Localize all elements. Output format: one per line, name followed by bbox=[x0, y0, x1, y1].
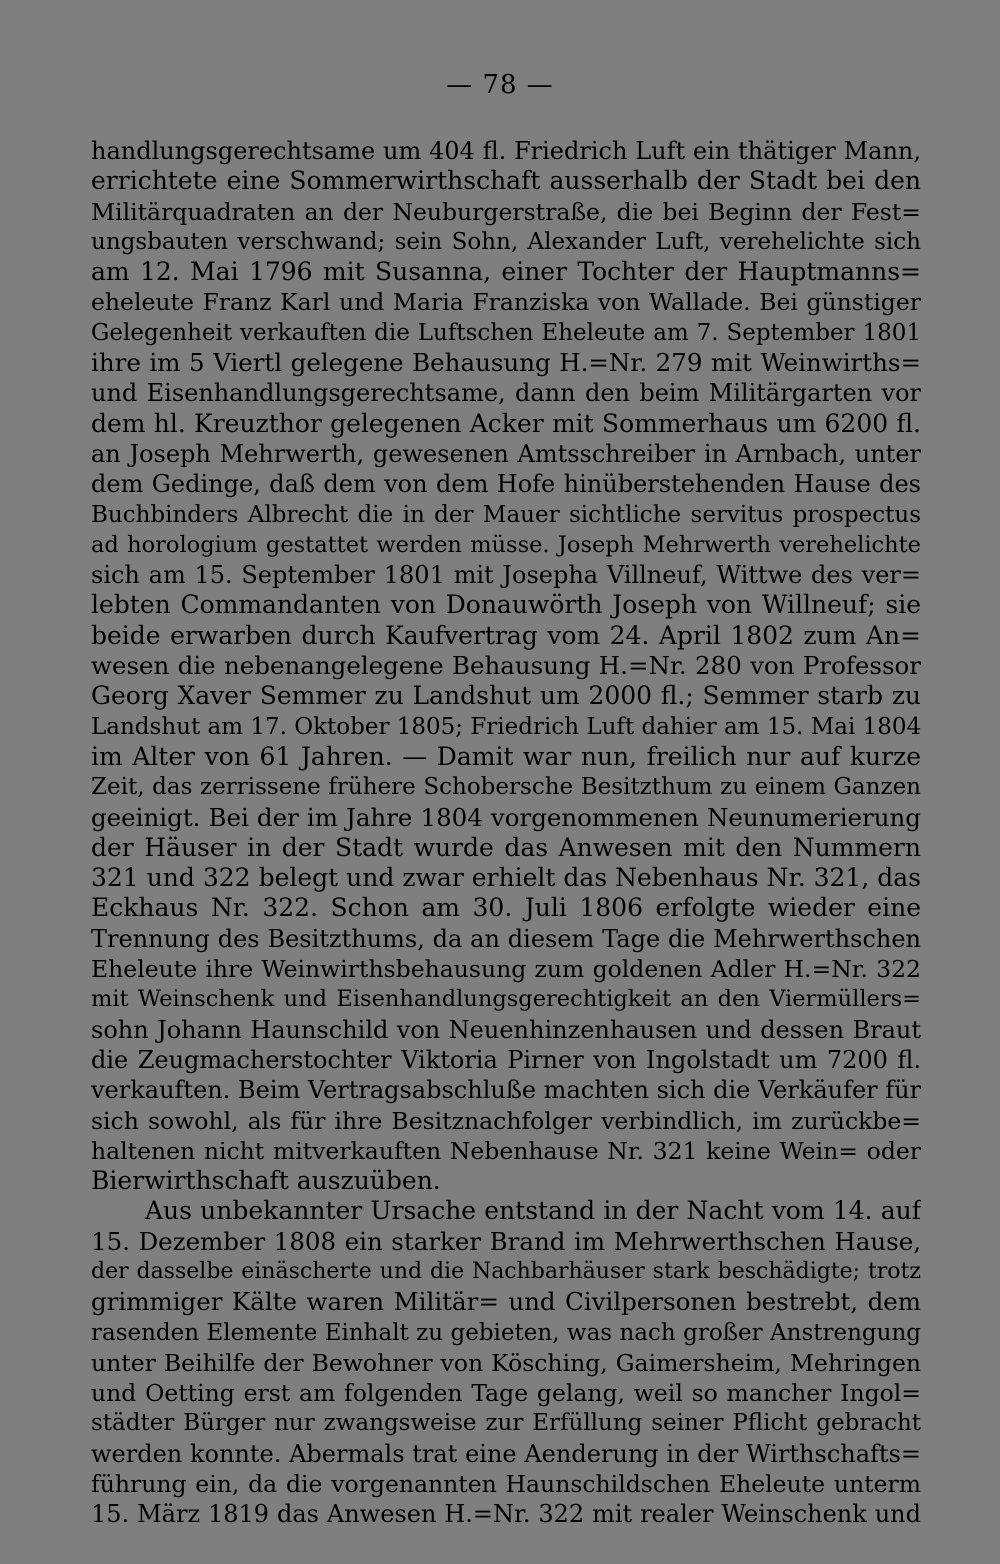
text-line: errichtete eine Sommerwirthschaft ausserhalb der Stadt bei den bbox=[91, 166, 921, 196]
text-line: beide erwarben durch Kaufvertrag vom 24. April 1802 zum An= bbox=[91, 620, 921, 650]
text-line: dem hl. Kreuzthor gelegenen Acker mit Sommerhaus um 6200 fl. bbox=[91, 408, 921, 438]
paragraph bbox=[91, 136, 921, 1196]
text-line: Bierwirthschaft auszuüben. bbox=[91, 1166, 441, 1196]
text-line: die Zeugmacherstochter Viktoria Pirner von Ingolstadt um 7200 fl. bbox=[91, 1045, 921, 1074]
text-line: ihre im 5 Viertl gelegene Behausung H.=Nr. 279 mit Weinwirths= bbox=[91, 348, 921, 378]
text-line: Georg Xaver Semmer zu Landshut um 2000 fl.; Semmer starb zu bbox=[91, 681, 921, 711]
text-line: der Häuser in der Stadt wurde das Anwesen mit den Nummern bbox=[91, 832, 921, 862]
text-line: geeinigt. Bei der im Jahre 1804 vorgenommenen Neunumerierung bbox=[91, 802, 921, 832]
text-line: unter Beihilfe der Bewohner von Kösching, Gaimersheim, Mehringen bbox=[91, 1348, 921, 1377]
text-line: führung ein, da die vorgenannten Haunschildschen Eheleute unterm bbox=[91, 1470, 921, 1499]
text-line: mit Weinschenk und Eisenhandlungsgerechtigkeit an den Viermüllers= bbox=[91, 986, 921, 1013]
paragraph bbox=[91, 1196, 921, 1529]
text-line: rasenden Elemente Einhalt zu gebieten, was nach großer Anstrengung bbox=[91, 1319, 921, 1346]
text-line: handlungsgerechtsame um 404 fl. Friedrich Luft ein thätiger Mann, bbox=[91, 137, 921, 165]
text-line: eheleute Franz Karl und Maria Franziska von Wallade. Bei günstiger bbox=[91, 288, 921, 317]
text-line: verkauften. Beim Vertragsabschluße machten sich die Verkäufer für bbox=[91, 1076, 921, 1105]
text-line: lebten Commandanten von Donauwörth Joseph von Willneuf; sie bbox=[91, 590, 921, 620]
text-line: ungsbauten verschwand; sein Sohn, Alexander Luft, verehelichte sich bbox=[91, 228, 921, 255]
text-line: am 12. Mai 1796 mit Susanna, einer Tochter der Hauptmanns= bbox=[91, 257, 921, 287]
text-line: Buchbinders Albrecht die in der Mauer sichtliche servitus prospectus bbox=[91, 501, 921, 528]
text-line: wesen die nebenangelegene Behausung H.=Nr. 280 von Professor bbox=[91, 651, 921, 681]
text-line: sich am 15. September 1801 mit Josepha Villneuf, Wittwe des ver= bbox=[91, 561, 921, 590]
text-line: Eckhaus Nr. 322. Schon am 30. Juli 1806 erfolgte wieder eine bbox=[91, 893, 921, 923]
text-line: Militärquadraten an der Neuburgerstraße, die bei Beginn der Fest= bbox=[91, 197, 921, 226]
body-text bbox=[91, 136, 921, 1530]
text-line: sohn Johann Haunschild von Neuenhinzenhausen und dessen Braut bbox=[91, 1015, 921, 1044]
text-line: haltenen nicht mitverkauften Nebenhause Nr. 321 keine Wein= oder bbox=[91, 1136, 921, 1165]
text-line: sich sowohl, als für ihre Besitznachfolger verbindlich, im zurückbe= bbox=[91, 1106, 921, 1135]
text-line: der dasselbe einäscherte und die Nachbarhäuser stark beschädigte; trotz bbox=[91, 1258, 921, 1284]
text-line: grimmiger Kälte waren Militär= und Civilpersonen bestrebt, dem bbox=[91, 1287, 921, 1317]
text-line: 15. März 1819 das Anwesen H.=Nr. 322 mit realer Weinschenk und bbox=[91, 1500, 921, 1529]
text-line: Trennung des Besitzthums, da an diesem Tage die Mehrwerthschen bbox=[91, 924, 921, 953]
text-line: und Oetting erst am folgenden Tage gelang, weil so mancher Ingol= bbox=[91, 1379, 921, 1408]
text-line: werden konnte. Abermals trat eine Aenderung in der Wirthschafts= bbox=[91, 1439, 921, 1468]
text-line: Eheleute ihre Weinwirthsbehausung zum goldenen Adler H.=Nr. 322 bbox=[91, 955, 921, 984]
text-line: 15. Dezember 1808 ein starker Brand im Mehrwerthschen Hause, bbox=[91, 1226, 921, 1256]
text-line: ad horologium gestattet werden müsse. Joseph Mehrwerth verehelichte bbox=[91, 531, 921, 558]
text-line: und Eisenhandlungsgerechtsame, dann den beim Militärgarten vor bbox=[91, 379, 921, 408]
text-line: städter Bürger nur zwangsweise zur Erfüllung seiner Pflicht gebracht bbox=[91, 1410, 921, 1437]
text-line: im Alter von 61 Jahren. — Damit war nun, freilich nur auf kurze bbox=[91, 741, 921, 771]
text-line: Zeit, das zerrissene frühere Schobersche Besitzthum zu einem Ganzen bbox=[91, 774, 921, 801]
page-number: — 78 — bbox=[446, 70, 554, 100]
text-line: Aus unbekannter Ursache entstand in der Nacht vom 14. auf bbox=[145, 1196, 921, 1226]
text-line: Gelegenheit verkauften die Luftschen Eheleute am 7. September 1801 bbox=[91, 319, 921, 346]
text-line: Landshut am 17. Oktober 1805; Friedrich Luft dahier am 15. Mai 1804 bbox=[91, 713, 921, 740]
text-line: an Joseph Mehrwerth, gewesenen Amtsschreiber in Arnbach, unter bbox=[91, 439, 921, 468]
text-line: dem Gedinge, daß dem von dem Hofe hinüberstehenden Hause des bbox=[91, 470, 921, 499]
text-line: 321 und 322 belegt und zwar erhielt das Nebenhaus Nr. 321, das bbox=[91, 863, 921, 893]
